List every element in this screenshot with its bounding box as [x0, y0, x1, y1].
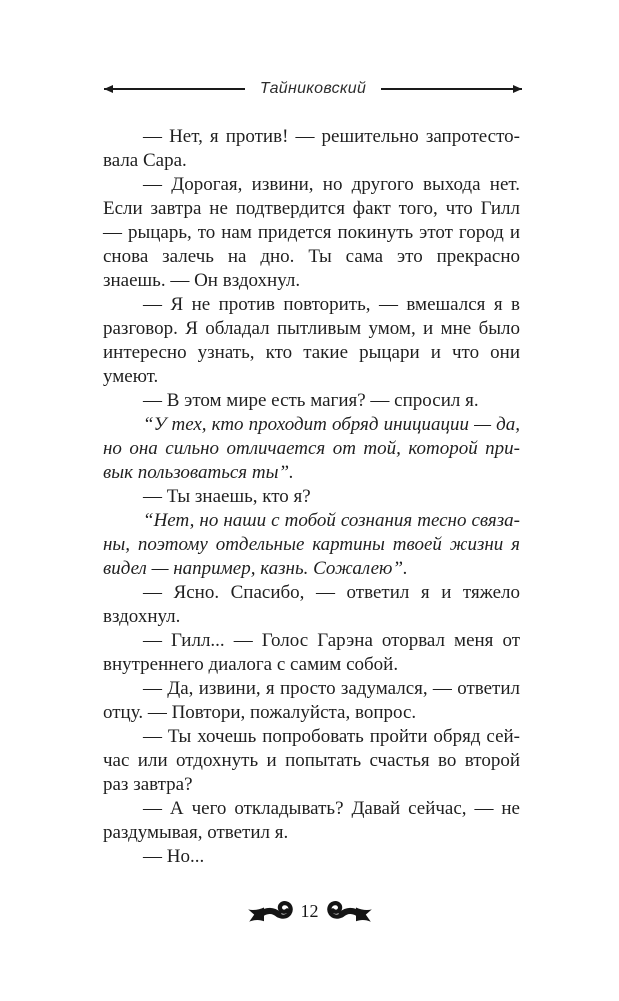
paragraph-inner-voice: “Нет, но наши с тобой сознания тесно связаны, поэтому отдельные картины твоей жизни я видел — например, казнь. Сожалею”.	[103, 510, 520, 579]
paragraph: — Нет, я против! — решительно запротестовала Сара.	[103, 126, 520, 171]
page-number: 12	[300, 901, 319, 921]
paragraph: — Ясно. Спасибо, — ответил я и тяжело вздохнул.	[103, 582, 520, 627]
header-rule-right	[381, 88, 522, 90]
ribbon-swirl-flourish-left-icon	[247, 898, 293, 924]
header-rule-left	[104, 88, 245, 90]
paragraph: — Но...	[143, 846, 205, 867]
running-header-title: Тайниковский	[259, 80, 367, 97]
paragraph: — А чего откладывать? Давай сейчас, — не раздумывая, ответил я.	[103, 798, 520, 843]
paragraph: — Я не против повторить, — вмешался я в разговор. Я обладал пытливым умом, и мне было интересно узнать, кто такие рыцари и что они умеют.	[103, 294, 520, 387]
left-arrow-icon	[104, 85, 113, 93]
ribbon-swirl-flourish-right-icon	[327, 898, 373, 924]
paragraph: — Ты знаешь, кто я?	[143, 486, 311, 507]
paragraph: — Да, извини, я просто задумался, — ответил отцу. — Повтори, пожалуйста, вопрос.	[103, 678, 520, 723]
paragraph: — Ты хочешь попробовать пройти обряд сейчас или отдохнуть и попытать счастья во второй раз завтра?	[103, 726, 520, 795]
right-arrow-icon	[513, 85, 522, 93]
running-header	[104, 79, 522, 99]
paragraph-inner-voice: “У тех, кто проходит обряд инициации — да, но она сильно отличается от той, которой привык пользоваться ты”.	[103, 414, 520, 483]
page-footer	[0, 898, 619, 924]
paragraph: — Гилл... — Голос Гарэна оторвал меня от внутреннего диалога с самим собой.	[103, 630, 520, 675]
paragraph: — Дорогая, извини, но другого выхода нет. Если завтра не подтвердится факт того, что Гилл — рыцарь, то нам придется покинуть этот город и снова залечь на дно. Ты сама это прекрасно знаешь. — Он вздохнул.	[103, 174, 520, 291]
page-text	[103, 125, 520, 869]
paragraph: — В этом мире есть магия? — спросил я.	[143, 390, 479, 411]
